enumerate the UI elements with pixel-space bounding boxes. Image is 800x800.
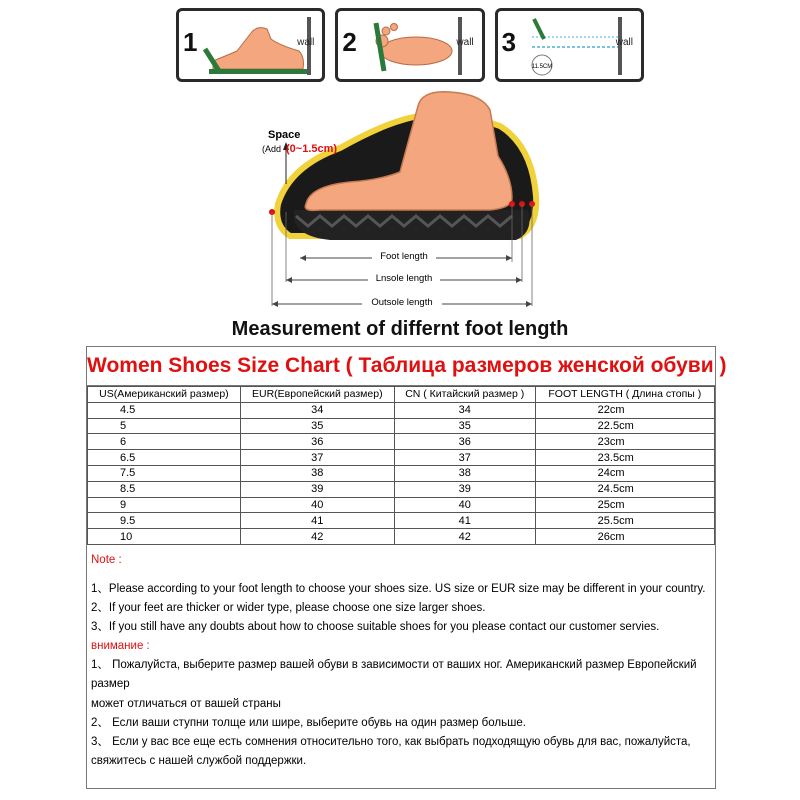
cell-eur: 36 xyxy=(240,434,394,450)
note-ru-3: 3、 Если у вас все еще есть сомнения относительно того, как выбрать подходящую обувь для вас, пожалуйста, свяжитесь с нашей службой поддержки. xyxy=(91,735,691,767)
space-label: Space xyxy=(268,129,301,141)
note-en-2: 2、If your feet are thicker or wider type, please choose one size larger shoes. xyxy=(91,602,486,615)
cell-eur: 41 xyxy=(240,513,394,529)
cell-eur: 38 xyxy=(240,465,394,481)
cell-us: 9.5 xyxy=(88,513,241,529)
cell-foot-length: 24cm xyxy=(535,465,714,481)
step-1-panel xyxy=(176,8,325,82)
cell-us: 5 xyxy=(88,418,241,434)
note-ru-1-cont: может отличаться от вашей страны xyxy=(91,697,281,710)
table-row xyxy=(88,497,715,513)
cell-eur: 37 xyxy=(240,450,394,466)
notes-section xyxy=(87,545,715,771)
step-number: 3 xyxy=(501,27,517,57)
wall-label: wall xyxy=(615,37,633,48)
cell-eur: 39 xyxy=(240,481,394,497)
header-foot-length: FOOT LENGTH ( Длина стопы ) xyxy=(535,387,714,403)
note-ru-title: внимание : xyxy=(91,640,150,653)
step-number: 1 xyxy=(183,27,198,57)
wall-label: wall xyxy=(297,37,315,48)
note-en-1: 1、Please according to your foot length to choose your shoes size. US size or EUR size may be different in your country. xyxy=(91,583,706,596)
cell-us: 8.5 xyxy=(88,481,241,497)
cell-us: 6.5 xyxy=(88,450,241,466)
cell-foot-length: 22cm xyxy=(535,402,714,418)
cell-foot-length: 23.5cm xyxy=(535,450,714,466)
step-number: 2 xyxy=(342,27,357,57)
step-2-panel xyxy=(335,8,484,82)
outsole-length-label: Outsole length xyxy=(371,297,433,308)
header-us: US(Американский размер) xyxy=(88,387,241,403)
measurement-caption: Measurement of differnt foot length xyxy=(231,318,569,340)
cell-us: 10 xyxy=(88,529,241,545)
wall-label: wall xyxy=(456,37,474,48)
table-row xyxy=(88,465,715,481)
foot-length-label: Foot length xyxy=(380,251,428,262)
cell-us: 9 xyxy=(88,497,241,513)
cell-cn: 39 xyxy=(394,481,535,497)
cell-us: 4.5 xyxy=(88,402,241,418)
table-row xyxy=(88,418,715,434)
size-chart-title: Women Shoes Size Chart ( Таблица размеров женской обуви ) xyxy=(87,347,715,386)
ruler-label: 11.5CM xyxy=(531,64,552,70)
size-chart xyxy=(86,346,727,789)
table-row xyxy=(88,529,715,545)
cell-foot-length: 23cm xyxy=(535,434,714,450)
table-header-row xyxy=(88,387,715,403)
add-prefix-label: (Add xyxy=(262,144,282,154)
insole-length-label: Lnsole length xyxy=(375,273,433,284)
cell-cn: 35 xyxy=(394,418,535,434)
cell-eur: 35 xyxy=(240,418,394,434)
size-table xyxy=(87,386,715,545)
cell-foot-length: 25.5cm xyxy=(535,513,714,529)
cell-cn: 37 xyxy=(394,450,535,466)
header-cn: CN ( Китайский размер ) xyxy=(394,387,535,403)
step-3-panel xyxy=(495,8,644,82)
table-row xyxy=(88,481,715,497)
shoe-measurement-diagram xyxy=(250,86,550,316)
cell-foot-length: 26cm xyxy=(535,529,714,545)
cell-eur: 34 xyxy=(240,402,394,418)
cell-eur: 42 xyxy=(240,529,394,545)
table-row xyxy=(88,402,715,418)
cell-eur: 40 xyxy=(240,497,394,513)
cell-cn: 41 xyxy=(394,513,535,529)
cell-cn: 40 xyxy=(394,497,535,513)
table-row xyxy=(88,434,715,450)
note-en-3: 3、If you still have any doubts about how to choose suitable shoes for you please contact our customer servies. xyxy=(91,621,660,634)
cell-us: 7.5 xyxy=(88,465,241,481)
cell-cn: 42 xyxy=(394,529,535,545)
cell-cn: 34 xyxy=(394,402,535,418)
table-row xyxy=(88,513,715,529)
cell-cn: 38 xyxy=(394,465,535,481)
cell-foot-length: 24.5cm xyxy=(535,481,714,497)
add-value-label: (0~1.5cm) xyxy=(286,143,338,155)
note-ru-1: 1、 Пожалуйста, выберите размер вашей обуви в зависимости от ваших ног. Американский размер Европейский размер xyxy=(91,659,697,691)
note-ru-2: 2、 Если ваши ступни толще или шире, выберите обувь на один размер больше. xyxy=(91,716,526,729)
header-eur: EUR(Европейский размер) xyxy=(240,387,394,403)
table-row xyxy=(88,450,715,466)
note-title: Note : xyxy=(91,553,122,566)
cell-foot-length: 25cm xyxy=(535,497,714,513)
cell-cn: 36 xyxy=(394,434,535,450)
measurement-steps xyxy=(176,8,644,82)
cell-foot-length: 22.5cm xyxy=(535,418,714,434)
cell-us: 6 xyxy=(88,434,241,450)
